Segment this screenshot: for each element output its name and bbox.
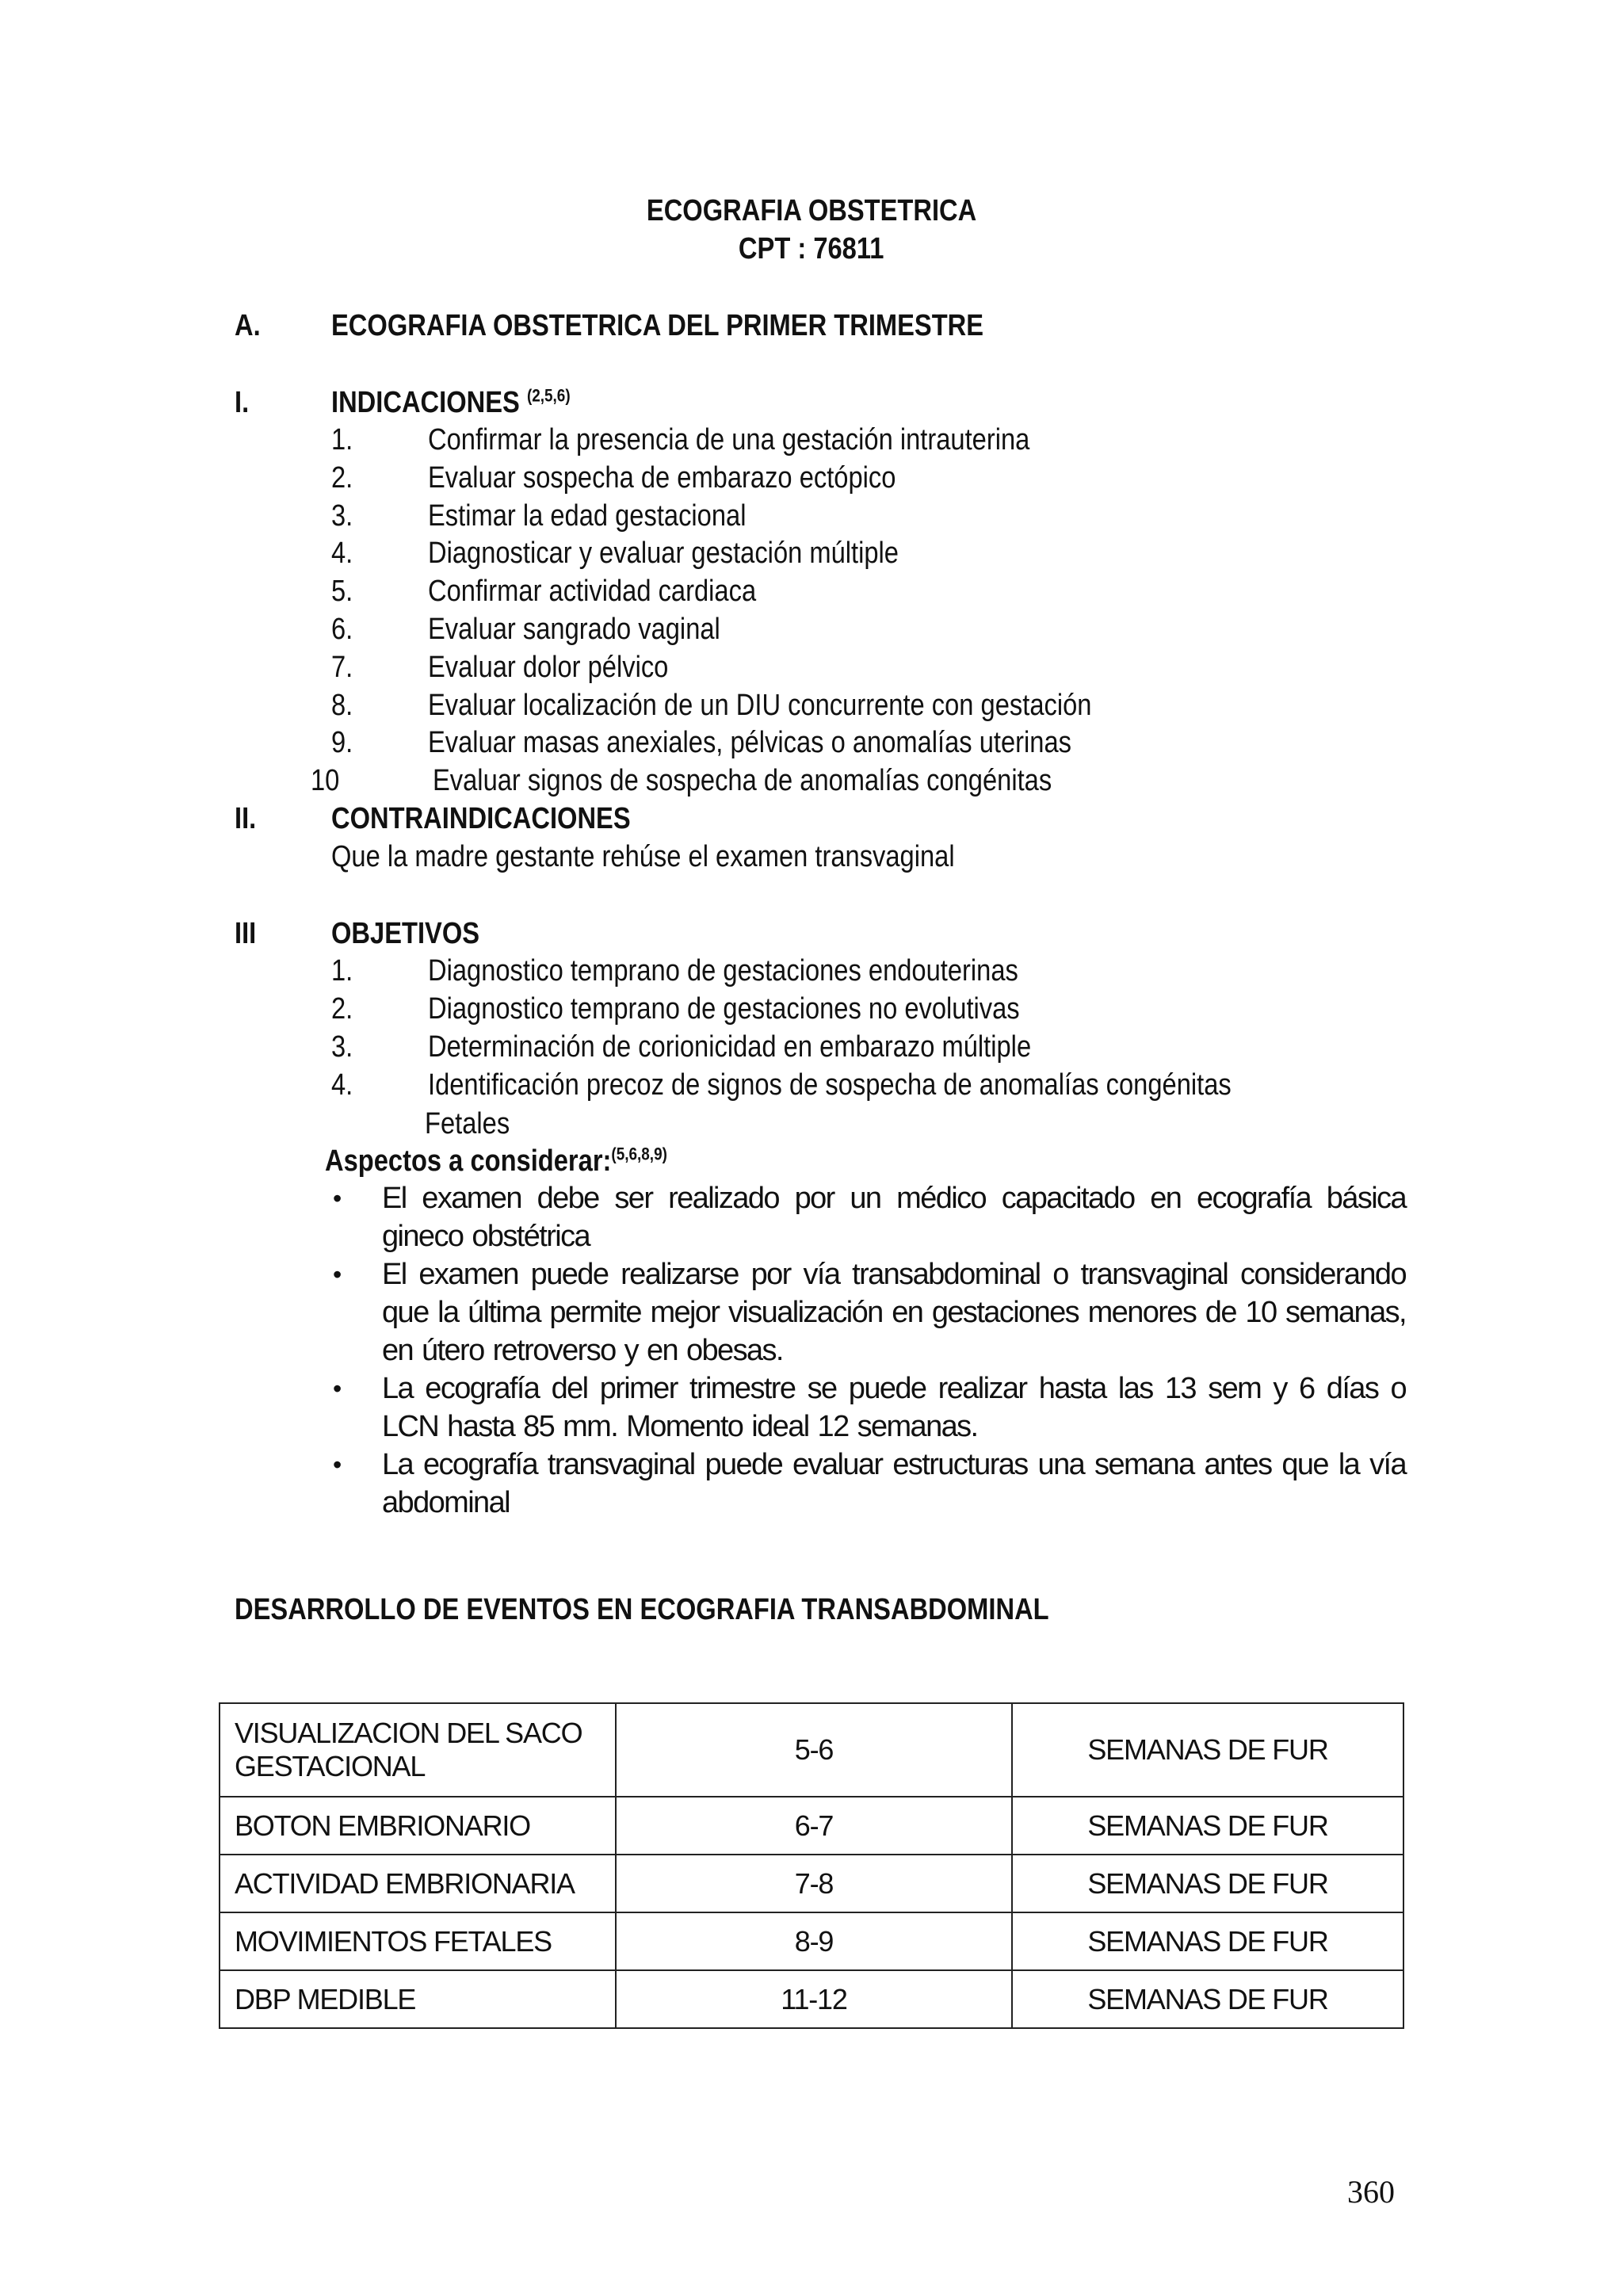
unit-cell: SEMANAS DE FUR [1012,1970,1403,2028]
indicacion-item-text: Confirmar actividad cardiaca [428,575,757,609]
unit-cell: SEMANAS DE FUR [1012,1855,1403,1912]
event-name-line: VISUALIZACION DEL SACO [235,1717,582,1749]
indicacion-item-number: 1. [331,423,353,457]
desarrollo-heading: DESARROLLO DE EVENTOS EN ECOGRAFIA TRANSABDOMINAL [235,1593,1049,1626]
weeks-cell: 11-12 [616,1970,1012,2028]
event-name-line: BOTON EMBRIONARIO [235,1809,530,1842]
objetivo-item-number: 2. [331,992,353,1026]
page-number: 360 [1347,2174,1395,2210]
objetivo-item-text: Determinación de corionicidad en embarazo múltiple [428,1030,1032,1064]
indicacion-item-text: Evaluar signos de sospecha de anomalías congénitas [433,764,1052,798]
indicacion-item-number: 4. [331,537,353,571]
objetivo-4-continuation: Fetales [425,1107,510,1140]
bullet-icon: • [333,1374,342,1403]
indicaciones-refs: (2,5,6) [526,385,571,406]
weeks-cell: 5-6 [616,1703,1012,1797]
indicacion-item-text: Diagnosticar y evaluar gestación múltiple [428,537,899,571]
indicacion-item-text: Estimar la edad gestacional [428,499,747,533]
indicacion-item-text: Evaluar sospecha de embarazo ectópico [428,460,896,495]
unit-cell: SEMANAS DE FUR [1012,1797,1403,1855]
event-name-line: GESTACIONAL [235,1750,426,1782]
aspecto-bullet-4: La ecografía transvaginal puede evaluar estructuras una semana antes que la vía abdominal [382,1448,1406,1519]
weeks-cell: 7-8 [616,1855,1012,1912]
indicacion-item-number: 8. [331,688,353,722]
objetivo-item-number: 3. [331,1030,353,1064]
contraindicaciones-heading: CONTRAINDICACIONES [331,802,631,835]
event-name-cell [220,1855,616,1912]
objetivo-item-text: Diagnostico temprano de gestaciones no evolutivas [428,992,1020,1026]
objetivos-numeral: III [235,917,257,950]
objetivo-item-text: Diagnostico temprano de gestaciones endouterinas [428,954,1018,988]
table-row [220,1797,1403,1855]
weeks-cell: 8-9 [616,1912,1012,1970]
table-row [220,1970,1403,2028]
objetivo-item-number: 4. [331,1068,353,1102]
weeks-cell: 6-7 [616,1797,1012,1855]
objetivo-item-number: 1. [331,954,353,988]
table-row [220,1703,1403,1797]
cpt-code: CPT : 76811 [739,232,884,266]
indicaciones-numeral: I. [235,386,250,419]
title-line-1: ECOGRAFIA OBSTETRICA [646,194,977,227]
event-name-line: MOVIMIENTOS FETALES [235,1924,552,1958]
indicacion-item-text: Evaluar dolor pélvico [428,650,669,684]
indicacion-item-text: Evaluar sangrado vaginal [428,613,720,646]
indicacion-item-number: 5. [331,575,353,609]
aspectos-heading: Aspectos a considerar:$^{(5,6,8,9)}$ [325,1144,667,1178]
indicacion-item-text: Confirmar la presencia de una gestación intrauterina [428,423,1030,457]
table-row [220,1912,1403,1970]
contraindicaciones-text: Que la madre gestante rehúse el examen transvaginal [331,840,955,873]
unit-cell: SEMANAS DE FUR [1012,1912,1403,1970]
event-name-line: ACTIVIDAD EMBRIONARIA [235,1866,575,1900]
objetivos-heading: OBJETIVOS [331,917,480,950]
document-subtitle [0,232,1623,266]
bullet-icon: • [333,1450,342,1479]
indicacion-item-text: Evaluar localización de un DIU concurrente con gestación [428,688,1092,722]
bullet-icon: • [333,1184,342,1213]
event-name-cell [220,1970,616,2028]
indicaciones-heading: INDICACIONES $^{(2,5,6)}$ [331,385,571,419]
aspectos-refs: (5,6,8,9) [611,1144,667,1164]
indicacion-item-number: 10 [311,764,340,798]
event-name-cell [220,1703,616,1797]
event-name-cell [220,1797,616,1855]
event-name-cell [220,1912,616,1970]
indicacion-item-number: 7. [331,650,353,684]
unit-cell: SEMANAS DE FUR [1012,1703,1403,1797]
section-a-letter: A. [235,309,261,342]
section-a-heading: ECOGRAFIA OBSTETRICA DEL PRIMER TRIMESTRE [331,309,984,342]
aspecto-bullet-3: La ecografía del primer trimestre se puede realizar hasta las 13 sem y 6 días o LCN hasta 85 mm. Momento ideal 12 semanas. [382,1372,1406,1443]
indicacion-item-number: 3. [331,499,353,533]
document-title [0,194,1623,228]
indicacion-item-number: 2. [331,460,353,495]
objetivo-item-text: Identificación precoz de signos de sospecha de anomalías congénitas [428,1068,1232,1102]
indicacion-item-number: 9. [331,726,353,760]
indicacion-item-number: 6. [331,613,353,646]
aspecto-bullet-2: El examen puede realizarse por vía transabdominal o transvaginal considerando que la última permite mejor visualización en gestaciones menores de 10 semanas, en útero retroverso y en obesas. [382,1258,1406,1367]
table-row [220,1855,1403,1912]
aspecto-bullet-1: El examen debe ser realizado por un médico capacitado en ecografía básica gineco obstétrica [382,1182,1406,1253]
bullet-icon: • [333,1260,342,1289]
indicacion-item-text: Evaluar masas anexiales, pélvicas o anomalías uterinas [428,726,1071,760]
event-name-line: DBP MEDIBLE [235,1982,416,2015]
contraindicaciones-numeral: II. [235,802,257,835]
events-table [219,1702,1404,2029]
